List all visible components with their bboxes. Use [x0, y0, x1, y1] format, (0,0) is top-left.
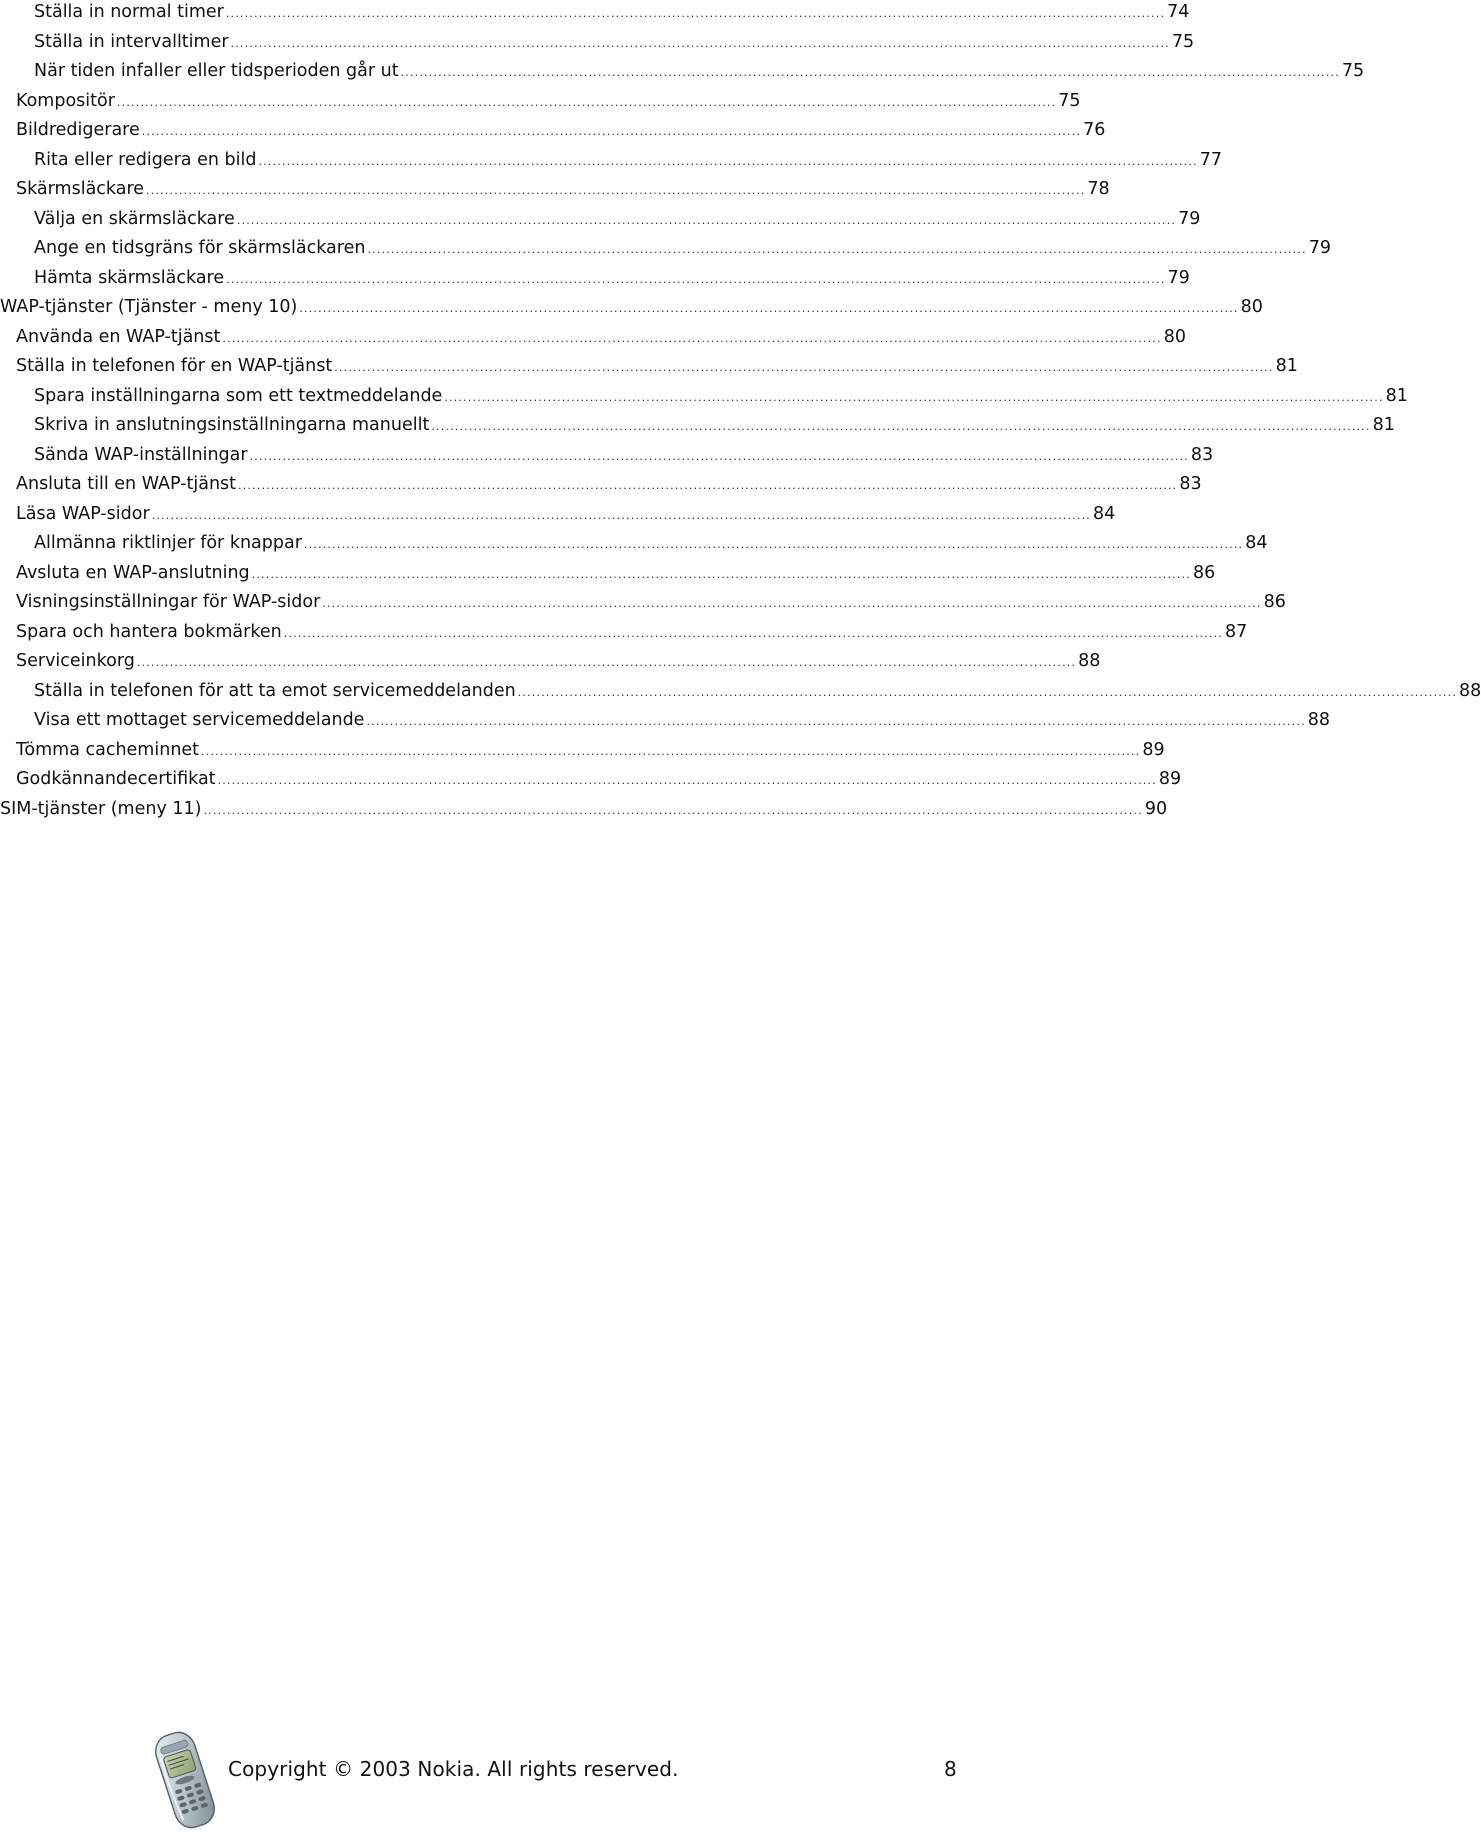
toc-entry-title: WAP-tjänster (Tjänster - meny 10): [0, 297, 298, 317]
dot-leader: ........................................................................................................................................................................................................: [249, 449, 1189, 463]
toc-entry-page: 76: [1083, 120, 1106, 140]
toc-entry-title: Sända WAP-inställningar: [34, 444, 248, 465]
toc-entry-page: 80: [1163, 326, 1186, 347]
toc-entry-page: 84: [1093, 503, 1116, 524]
toc-entry-page: 81: [1372, 415, 1395, 435]
toc-entry-page: 88: [1307, 710, 1331, 730]
toc-entry[interactable]: [16, 561, 1216, 585]
toc-entry-title: Ställa in telefonen för att ta emot servicemeddelanden: [34, 680, 516, 701]
toc-entry-page: 79: [1308, 238, 1332, 258]
toc-entry[interactable]: [34, 148, 1223, 172]
dot-leader: ........................................................................................................................................................................................................: [367, 243, 1307, 256]
dot-leader: ........................................................................................................................................................................................................: [226, 272, 1166, 286]
toc-entry-title: Använda en WAP-tjänst: [16, 326, 221, 347]
toc-entry-title: Spara inställningarna som ett textmeddelande: [34, 385, 443, 406]
toc-entry-title: Ställa in telefonen för en WAP-tjänst: [16, 356, 333, 376]
toc-entry-page: 80: [1240, 297, 1263, 317]
dot-leader: ........................................................................................................................................................................................................: [258, 154, 1198, 168]
toc-entry[interactable]: [34, 266, 1190, 290]
toc-entry-page: 89: [1158, 769, 1182, 789]
page-footer: [0, 860, 960, 1781]
dot-leader: ........................................................................................................................................................................................................: [116, 95, 1057, 109]
toc-entry-title: Visa ett mottaget servicemeddelande: [34, 710, 365, 730]
toc-entry-page: 83: [1179, 474, 1202, 494]
dot-leader: ........................................................................................................................................................................................................: [230, 36, 1170, 50]
toc-entry-page: 77: [1199, 149, 1223, 170]
toc-entry-page: 83: [1190, 444, 1214, 465]
dot-leader: ........................................................................................................................................................................................................: [431, 420, 1371, 433]
toc-entry-page: 81: [1385, 385, 1408, 406]
toc-entry[interactable]: [16, 738, 1165, 762]
toc-entry-title: Rita eller redigera en bild: [34, 149, 257, 170]
toc-entry-title: Ställa in intervalltimer: [34, 31, 229, 52]
toc-entry[interactable]: [34, 30, 1195, 54]
toc-entry[interactable]: [34, 679, 1481, 703]
toc-entry-page: 75: [1171, 31, 1195, 52]
toc-entry[interactable]: [34, 236, 1332, 260]
toc-entry[interactable]: [16, 620, 1248, 644]
dot-leader: ........................................................................................................................................................................................................: [141, 125, 1082, 138]
toc-entry[interactable]: [16, 472, 1202, 496]
toc-entry-title: Allmänna riktlinjer för knappar: [34, 533, 302, 553]
toc-entry-title: Läsa WAP-sidor: [16, 503, 150, 524]
toc-entry-title: Välja en skärmsläckare: [34, 208, 235, 229]
toc-entry[interactable]: [34, 384, 1408, 408]
toc-entry-title: Kompositör: [16, 90, 115, 111]
toc-entry[interactable]: [0, 295, 1263, 319]
dot-leader: ........................................................................................................................................................................................................: [366, 715, 1306, 728]
dot-leader: ........................................................................................................................................................................................................: [322, 597, 1262, 610]
dot-leader: ........................................................................................................................................................................................................: [334, 361, 1274, 374]
dot-leader: ........................................................................................................................................................................................................: [400, 66, 1340, 79]
toc-entry-page: 75: [1058, 90, 1081, 111]
copyright-notice: Copyright © 2003 Nokia. All rights reserved.: [228, 1757, 679, 1781]
toc-entry-page: 78: [1087, 179, 1110, 199]
dot-leader: ........................................................................................................................................................................................................: [236, 213, 1177, 227]
dot-leader: ........................................................................................................................................................................................................: [201, 744, 1141, 758]
toc-entry-page: 74: [1167, 2, 1190, 22]
toc-entry-page: 89: [1142, 739, 1165, 760]
toc-entry-title: SIM-tjänster (meny 11): [0, 798, 202, 819]
toc-entry-page: 84: [1245, 533, 1268, 553]
toc-entry[interactable]: [34, 59, 1365, 83]
toc-entry[interactable]: [34, 531, 1268, 555]
dot-leader: ........................................................................................................................................................................................................: [303, 538, 1244, 551]
toc-entry[interactable]: [34, 443, 1214, 467]
toc-entry-page: 79: [1178, 208, 1201, 229]
toc-entry[interactable]: [34, 413, 1395, 437]
toc-entry[interactable]: [0, 797, 1168, 821]
toc-entry-title: Bildredigerare: [16, 120, 140, 140]
toc-entry-title: Skärmsläckare: [16, 179, 145, 199]
toc-entry-page: 88: [1459, 680, 1481, 701]
toc-entry[interactable]: [16, 590, 1286, 614]
dot-leader: ........................................................................................................................................................................................................: [299, 302, 1239, 315]
toc-entry-page: 86: [1263, 592, 1286, 612]
toc-entry-title: Skriva in anslutningsinställningarna manuellt: [34, 415, 430, 435]
toc-entry[interactable]: [16, 177, 1110, 201]
toc-entry-title: När tiden infaller eller tidsperioden går ut: [34, 61, 399, 81]
toc-entry-title: Spara och hantera bokmärken: [16, 621, 282, 642]
toc-entry-page: 79: [1167, 267, 1190, 288]
toc-entry[interactable]: [34, 0, 1190, 24]
toc-entry[interactable]: [16, 354, 1298, 378]
toc-entry-page: 86: [1192, 562, 1216, 583]
dot-leader: ........................................................................................................................................................................................................: [283, 626, 1224, 640]
dot-leader: ........................................................................................................................................................................................................: [238, 479, 1178, 492]
dot-leader: ........................................................................................................................................................................................................: [217, 774, 1157, 787]
toc-entry-title: Visningsinställningar för WAP-sidor: [16, 592, 321, 612]
dot-leader: ........................................................................................................................................................................................................: [517, 685, 1458, 699]
dot-leader: ........................................................................................................................................................................................................: [203, 803, 1143, 817]
toc-entry-page: 75: [1341, 61, 1365, 81]
toc-entry[interactable]: [16, 502, 1116, 526]
toc-entry[interactable]: [34, 207, 1201, 231]
toc-entry-page: 81: [1275, 356, 1298, 376]
dot-leader: ........................................................................................................................................................................................................: [444, 390, 1384, 404]
toc-entry[interactable]: [16, 649, 1101, 673]
toc-entry[interactable]: [16, 118, 1106, 142]
dot-leader: ........................................................................................................................................................................................................: [222, 331, 1162, 345]
toc-entry-title: Avsluta en WAP-anslutning: [16, 562, 250, 583]
toc-entry-page: 87: [1225, 621, 1248, 642]
toc-entry[interactable]: [16, 89, 1081, 113]
toc-entry[interactable]: [16, 325, 1186, 349]
dot-leader: ........................................................................................................................................................................................................: [251, 567, 1191, 581]
dot-leader: ........................................................................................................................................................................................................: [151, 508, 1091, 522]
toc-entry-title: Hämta skärmsläckare: [34, 267, 225, 288]
toc-entry-title: Tömma cacheminnet: [16, 739, 200, 760]
dot-leader: ........................................................................................................................................................................................................: [146, 184, 1086, 197]
toc-entry-title: Godkännandecertifikat: [16, 769, 216, 789]
toc-entry-page: 90: [1144, 798, 1168, 819]
page-number: 8: [944, 1757, 957, 1781]
toc-entry-title: Serviceinkorg: [16, 651, 135, 671]
toc-entry-page: 88: [1078, 651, 1101, 671]
toc-entry-title: Ange en tidsgräns för skärmsläckaren: [34, 238, 366, 258]
toc-entry[interactable]: [34, 708, 1331, 732]
toc-entry[interactable]: [16, 767, 1182, 791]
toc-entry-title: Ansluta till en WAP-tjänst: [16, 474, 237, 494]
toc-entry-title: Ställa in normal timer: [34, 2, 224, 22]
dot-leader: ........................................................................................................................................................................................................: [225, 7, 1166, 20]
dot-leader: ........................................................................................................................................................................................................: [136, 656, 1077, 669]
phone-icon: [145, 1728, 225, 1832]
